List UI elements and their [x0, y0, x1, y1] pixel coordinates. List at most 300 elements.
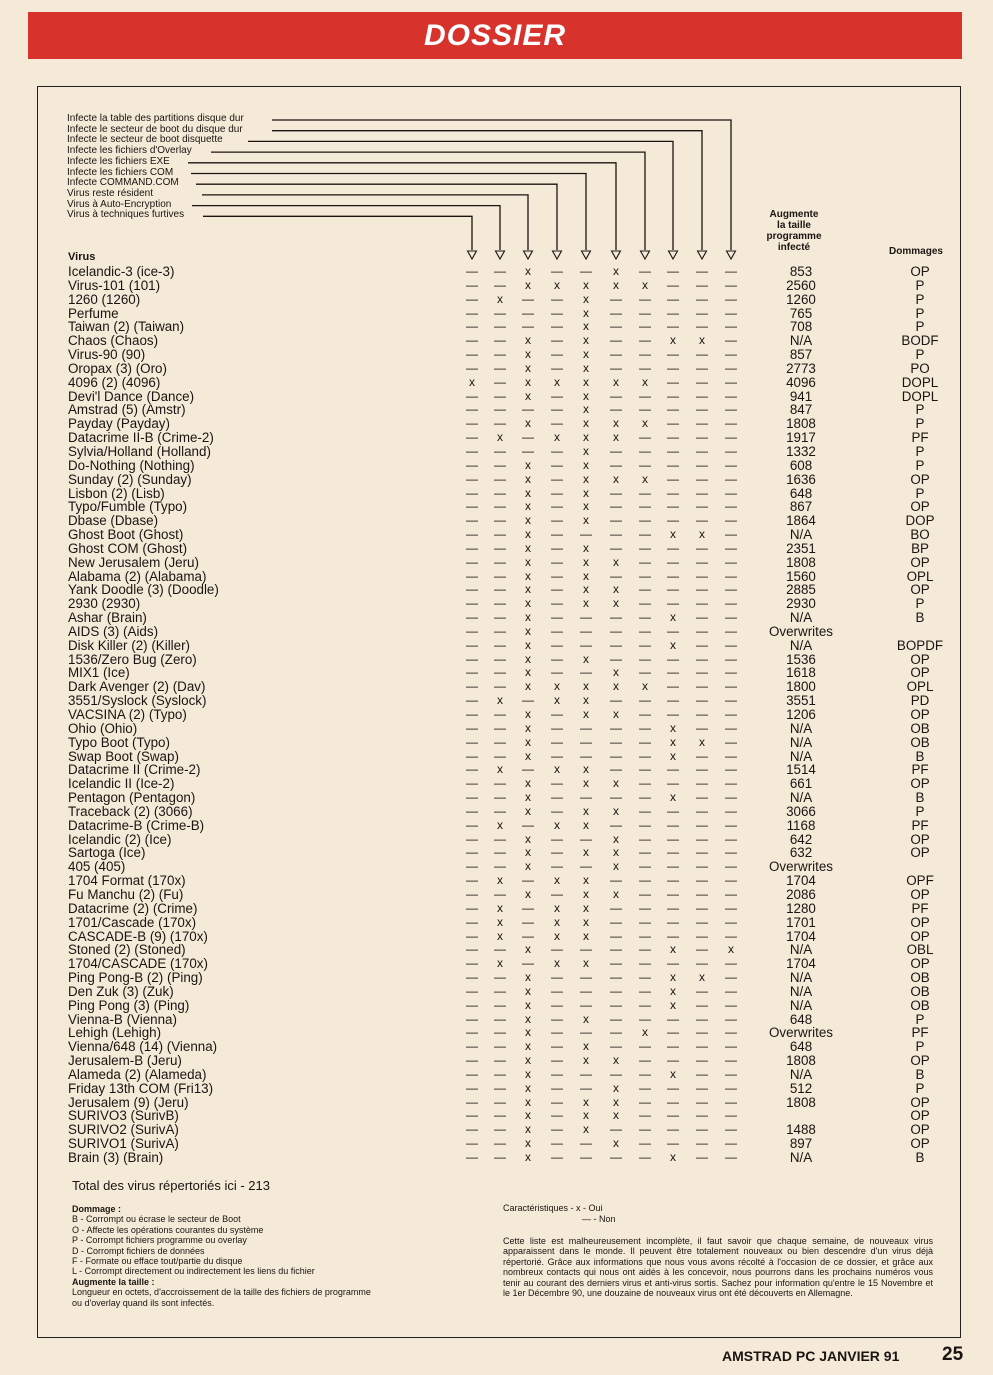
flag-no: — [551, 527, 563, 542]
flag-no: — [667, 1080, 679, 1095]
flag-no: — [725, 1108, 737, 1123]
virus-name: Do-Nothing (Nothing) [68, 457, 195, 473]
table-row [0, 500, 993, 514]
size-increase: 1260 [786, 291, 816, 307]
flag-no: — [639, 540, 651, 555]
flag-no: — [580, 983, 592, 998]
flag-no: — [522, 430, 534, 445]
flag-yes: x [670, 333, 676, 348]
flag-no: — [610, 942, 622, 957]
flag-no: — [494, 540, 506, 555]
damage-code: DOPL [901, 388, 939, 404]
flag-no: — [725, 928, 737, 943]
flag-no: — [494, 983, 506, 998]
virus-name: Taiwan (2) (Taiwan) [68, 319, 185, 335]
flag-no: — [494, 651, 506, 666]
damage-code: OPL [906, 568, 934, 584]
flag-no: — [725, 471, 737, 486]
flag-yes: x [525, 1150, 531, 1164]
flag-yes: x [699, 333, 705, 348]
flag-no: — [551, 983, 563, 998]
damage-code: P [915, 402, 925, 418]
flag-yes: x [525, 1080, 531, 1095]
flag-yes: x [613, 264, 619, 278]
flag-no: — [466, 582, 478, 597]
flag-yes: x [613, 277, 619, 292]
virus-name: Amstrad (5) (Amstr) [68, 402, 186, 418]
flag-no: — [696, 430, 708, 445]
flag-no: — [725, 277, 737, 292]
table-row [0, 957, 993, 971]
flag-no: — [551, 610, 563, 625]
flag-no: — [639, 1039, 651, 1054]
flag-yes: x [642, 1025, 648, 1040]
flag-no: — [667, 859, 679, 874]
table-row [0, 556, 993, 570]
flag-no: — [494, 679, 506, 694]
flag-yes: x [613, 582, 619, 597]
damage-code: B [915, 1150, 925, 1165]
flag-yes: x [670, 527, 676, 542]
flag-yes: x [525, 734, 531, 749]
flag-no: — [494, 1136, 506, 1151]
virus-name: MIX1 (Ice) [68, 665, 130, 681]
flag-no: — [580, 790, 592, 805]
flag-no: — [522, 928, 534, 943]
flag-no: — [580, 720, 592, 735]
size-increase: N/A [789, 1150, 813, 1165]
size-increase: 1704 [786, 928, 816, 944]
flag-no: — [466, 360, 478, 375]
damage-code: B [915, 748, 925, 764]
flag-yes: x [525, 1053, 531, 1068]
flag-yes: x [613, 471, 619, 486]
size-increase: N/A [789, 997, 813, 1013]
flag-yes: x [497, 956, 503, 971]
flag-no: — [551, 360, 563, 375]
virus-name: Oropax (3) (Oro) [68, 360, 167, 376]
flag-no: — [639, 693, 651, 708]
table-row [0, 722, 993, 736]
flag-no: — [580, 997, 592, 1012]
flag-no: — [667, 817, 679, 832]
flag-yes: x [699, 527, 705, 542]
flag-yes: x [583, 762, 589, 777]
flag-no: — [667, 291, 679, 306]
flag-yes: x [670, 983, 676, 998]
column-arrow-icon [553, 251, 562, 259]
size-increase: N/A [789, 333, 813, 349]
flag-no: — [696, 540, 708, 555]
flag-no: — [466, 720, 478, 735]
flag-no: — [696, 859, 708, 874]
flag-no: — [522, 956, 534, 971]
flag-no: — [466, 1136, 478, 1151]
flag-yes: x [583, 402, 589, 417]
flag-no: — [551, 1136, 563, 1151]
flag-no: — [667, 886, 679, 901]
flag-no: — [551, 1108, 563, 1123]
flag-no: — [639, 928, 651, 943]
flag-no: — [639, 347, 651, 362]
size-increase: N/A [789, 637, 813, 653]
flag-no: — [725, 983, 737, 998]
legend-connector [191, 174, 586, 251]
damage-code: P [915, 416, 925, 432]
flag-yes: x [613, 1108, 619, 1123]
flag-no: — [466, 1108, 478, 1123]
table-row [0, 874, 993, 888]
virus-name: 1704 Format (170x) [68, 873, 186, 889]
table-row [0, 1137, 993, 1151]
flag-no: — [551, 443, 563, 458]
flag-no: — [696, 1136, 708, 1151]
table-row [0, 639, 993, 653]
flag-no: — [610, 983, 622, 998]
table-row [0, 943, 993, 957]
flag-no: — [610, 513, 622, 528]
flag-yes: x [525, 679, 531, 694]
flag-no: — [466, 1039, 478, 1054]
flag-no: — [696, 347, 708, 362]
flag-no: — [610, 637, 622, 652]
flag-no: — [639, 914, 651, 929]
damage-code: OP [910, 471, 930, 487]
column-arrow-icon [698, 251, 707, 259]
flag-yes: x [583, 471, 589, 486]
flag-no: — [610, 720, 622, 735]
size-increase: 642 [789, 831, 813, 847]
flag-no: — [466, 956, 478, 971]
flag-no: — [725, 1122, 737, 1137]
virus-column-header: Virus [68, 251, 96, 263]
damage-code: OB [910, 734, 930, 750]
legend-connector [248, 141, 673, 250]
flag-no: — [551, 568, 563, 583]
legend-item: Virus reste résident [67, 187, 153, 199]
damage-legend-line: F - Formate ou efface tout/partie du disque [72, 1256, 243, 1267]
flag-no: — [696, 762, 708, 777]
flag-no: — [696, 264, 708, 278]
flag-no: — [696, 402, 708, 417]
virus-name: Typo Boot (Typo) [68, 734, 170, 750]
flag-yes: x [583, 513, 589, 528]
damage-code: P [915, 1039, 925, 1055]
damage-code: OP [910, 776, 930, 792]
flag-no: — [639, 402, 651, 417]
flag-no: — [725, 499, 737, 514]
table-row [0, 459, 993, 473]
flag-no: — [725, 1053, 737, 1068]
flag-no: — [551, 1122, 563, 1137]
virus-name: Icelandic (2) (Ice) [68, 831, 172, 847]
flag-no: — [466, 527, 478, 542]
size-increase: N/A [789, 610, 813, 626]
flag-no: — [466, 568, 478, 583]
flag-no: — [551, 1011, 563, 1026]
size-increase: 4096 [786, 374, 816, 390]
legend-connector [272, 120, 731, 250]
flag-no: — [610, 1025, 622, 1040]
size-increase: 765 [789, 305, 813, 321]
flag-no: — [610, 900, 622, 915]
flag-no: — [610, 928, 622, 943]
flag-no: — [466, 859, 478, 874]
virus-name: 4096 (2) (4096) [68, 374, 161, 390]
flag-no: — [667, 374, 679, 389]
flag-no: — [725, 817, 737, 832]
flag-no: — [696, 831, 708, 846]
flag-yes: x [525, 1011, 531, 1026]
flag-no: — [639, 596, 651, 611]
flag-no: — [466, 790, 478, 805]
flag-yes: x [525, 457, 531, 472]
column-arrow-icon [524, 251, 533, 259]
flag-yes: x [525, 513, 531, 528]
flag-yes: x [525, 499, 531, 514]
flag-no: — [494, 277, 506, 292]
flag-yes: x [670, 610, 676, 625]
size-increase: 897 [789, 1136, 813, 1152]
flag-no: — [551, 499, 563, 514]
flag-yes: x [613, 886, 619, 901]
flag-yes: x [497, 900, 503, 915]
virus-name: Brain (3) (Brain) [68, 1150, 164, 1165]
virus-name: Swap Boot (Swap) [68, 748, 179, 764]
flag-yes: x [525, 1108, 531, 1123]
size-increase: N/A [789, 734, 813, 750]
flag-yes: x [554, 374, 560, 389]
flag-yes: x [497, 914, 503, 929]
flag-no: — [610, 623, 622, 638]
flag-yes: x [525, 803, 531, 818]
virus-name: Virus-90 (90) [68, 347, 146, 363]
flag-no: — [725, 970, 737, 985]
virus-name: Icelandic II (Ice-2) [68, 776, 175, 792]
flag-yes: x [613, 776, 619, 791]
flag-no: — [639, 900, 651, 915]
table-row [0, 930, 993, 944]
flag-no: — [696, 707, 708, 721]
flag-no: — [639, 291, 651, 306]
flag-no: — [610, 734, 622, 749]
flag-no: — [696, 1094, 708, 1109]
flag-no: — [551, 305, 563, 320]
flag-no: — [522, 443, 534, 458]
flag-no: — [522, 914, 534, 929]
virus-name: Sunday (2) (Sunday) [68, 471, 192, 487]
virus-name: VACSINA (2) (Typo) [68, 707, 187, 722]
flag-no: — [696, 693, 708, 708]
flag-no: — [725, 402, 737, 417]
flag-yes: x [670, 734, 676, 749]
damage-code: OP [910, 499, 930, 515]
legend-item: Infecte les fichiers COM [67, 166, 174, 178]
flag-no: — [725, 430, 737, 445]
flag-yes: x [583, 568, 589, 583]
flag-no: — [696, 374, 708, 389]
flag-no: — [466, 291, 478, 306]
size-increase: N/A [789, 1066, 813, 1082]
size-increase: 1206 [786, 707, 816, 722]
flag-no: — [696, 983, 708, 998]
flag-no: — [551, 720, 563, 735]
flag-no: — [551, 485, 563, 500]
flag-no: — [551, 665, 563, 680]
column-arrow-icon [727, 251, 736, 259]
virus-name: Icelandic-3 (ice-3) [68, 264, 175, 279]
flag-yes: x [583, 333, 589, 348]
flag-yes: x [613, 430, 619, 445]
flag-no: — [667, 665, 679, 680]
flag-no: — [639, 430, 651, 445]
legend-connector [192, 206, 500, 250]
damage-code: BP [911, 540, 929, 556]
flag-yes: x [613, 665, 619, 680]
flag-no: — [639, 513, 651, 528]
flag-no: — [696, 942, 708, 957]
flag-no: — [639, 776, 651, 791]
flag-no: — [667, 914, 679, 929]
flag-yes: x [525, 527, 531, 542]
table-row [0, 666, 993, 680]
flag-yes: x [554, 277, 560, 292]
flag-no: — [580, 610, 592, 625]
flag-no: — [551, 554, 563, 569]
size-increase: N/A [789, 790, 813, 806]
flag-no: — [667, 554, 679, 569]
flag-no: — [667, 485, 679, 500]
flag-yes: x [583, 707, 589, 721]
flag-yes: x [525, 277, 531, 292]
flag-no: — [696, 443, 708, 458]
damage-legend-line: L - Corrompt directement ou indirectement les liens du fichier [72, 1266, 315, 1277]
flag-no: — [494, 485, 506, 500]
flag-no: — [466, 1011, 478, 1026]
damage-code: OP [910, 582, 930, 598]
flag-no: — [725, 1094, 737, 1109]
flag-yes: x [670, 748, 676, 763]
flag-yes: x [583, 291, 589, 306]
table-row [0, 403, 993, 417]
damage-legend-line: P - Corrompt fichiers programme ou overlay [72, 1235, 247, 1246]
flag-no: — [639, 997, 651, 1012]
virus-name: Datacrime (2) (Crime) [68, 900, 198, 916]
flag-yes: x [554, 679, 560, 694]
size-increase: 1917 [786, 430, 816, 446]
flag-no: — [667, 582, 679, 597]
flag-no: — [667, 388, 679, 403]
flag-no: — [494, 1039, 506, 1054]
flag-yes: x [525, 416, 531, 431]
flag-no: — [639, 1080, 651, 1095]
flag-yes: x [525, 720, 531, 735]
flag-no: — [667, 513, 679, 528]
damage-code: OP [910, 554, 930, 570]
flag-no: — [494, 776, 506, 791]
flag-no: — [667, 1108, 679, 1123]
flag-no: — [494, 402, 506, 417]
flag-no: — [551, 416, 563, 431]
flag-no: — [725, 1136, 737, 1151]
damage-code: OP [910, 651, 930, 667]
virus-name: New Jerusalem (Jeru) [68, 554, 199, 570]
flag-no: — [667, 1094, 679, 1109]
flag-yes: x [670, 970, 676, 985]
flag-no: — [639, 499, 651, 514]
virus-name: 405 (405) [68, 859, 126, 875]
flag-yes: x [613, 374, 619, 389]
table-row [0, 1068, 993, 1082]
flag-no: — [466, 637, 478, 652]
section-title: DOSSIER [423, 18, 567, 52]
flag-no: — [639, 485, 651, 500]
flag-no: — [639, 720, 651, 735]
flag-yes: x [728, 942, 734, 957]
damage-code: OP [910, 1094, 930, 1110]
flag-yes: x [525, 845, 531, 860]
flag-no: — [725, 873, 737, 888]
size-increase: N/A [789, 983, 813, 999]
damage-code: OP [910, 1053, 930, 1069]
flag-yes: x [583, 596, 589, 611]
flag-yes: x [583, 776, 589, 791]
flag-no: — [466, 886, 478, 901]
flag-no: — [551, 513, 563, 528]
table-row [0, 888, 993, 902]
flag-no: — [667, 568, 679, 583]
damage-code: DOP [905, 513, 935, 529]
damage-legend [72, 1204, 371, 1308]
flag-yes: x [583, 1108, 589, 1123]
flag-no: — [466, 402, 478, 417]
flag-no: — [667, 596, 679, 611]
damage-code: OP [910, 831, 930, 847]
table-row [0, 777, 993, 791]
damage-code: P [915, 596, 925, 612]
size-increase: 632 [789, 845, 813, 861]
damage-code: OP [910, 1136, 930, 1152]
table-row [0, 1082, 993, 1096]
flag-no: — [667, 319, 679, 334]
virus-name: Datacrime II (Crime-2) [68, 762, 201, 778]
size-increase: 1488 [786, 1122, 816, 1138]
flag-no: — [725, 568, 737, 583]
table-row [0, 320, 993, 334]
flag-no: — [522, 817, 534, 832]
size-increase: 1701 [786, 914, 816, 930]
damage-code: P [915, 305, 925, 321]
table-row [0, 1109, 993, 1123]
table-row [0, 846, 993, 860]
flag-no: — [494, 499, 506, 514]
legend-connector [203, 216, 472, 250]
damage-code: P [915, 291, 925, 307]
table-row [0, 417, 993, 431]
flag-no: — [551, 886, 563, 901]
flag-no: — [466, 651, 478, 666]
flag-no: — [725, 665, 737, 680]
flag-yes: x [497, 873, 503, 888]
flag-no: — [494, 610, 506, 625]
flag-yes: x [583, 886, 589, 901]
damage-code: P [915, 485, 925, 501]
flag-no: — [466, 485, 478, 500]
damage-code: OP [910, 928, 930, 944]
size-header-line2: la taille programme infecté [766, 220, 822, 253]
flag-no: — [494, 970, 506, 985]
flag-yes: x [583, 873, 589, 888]
